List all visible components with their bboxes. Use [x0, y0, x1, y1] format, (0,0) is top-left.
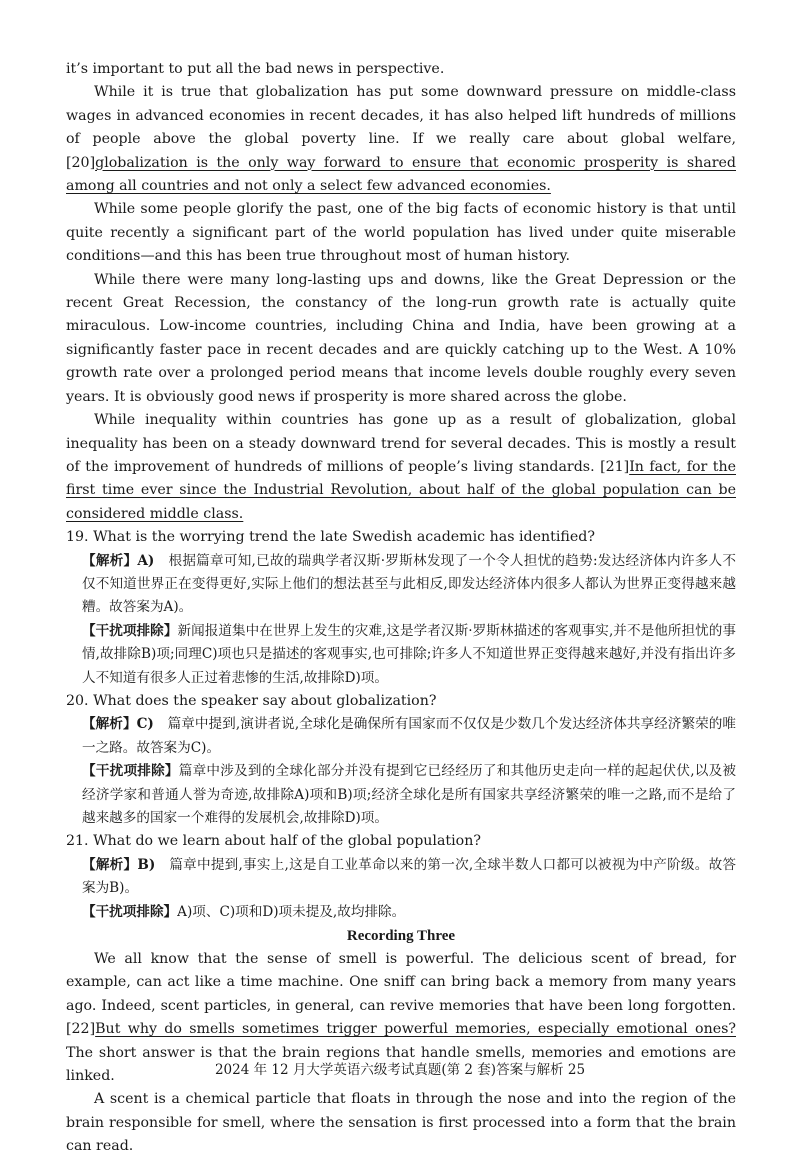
para-intro: it’s important to put all the bad news in perspective. [66, 61, 445, 77]
page-footer: 2024 年 12 月大学英语六级考试真题(第 2 套)答案与解析 25 [214, 1062, 586, 1078]
distractor-21 [66, 901, 736, 924]
analysis-tag: 【解析】A) [82, 552, 155, 569]
analysis-19 [66, 550, 736, 620]
para-text-post: The short answer is that the brain regions that handle smells, memories and emotions are linked. [66, 1044, 736, 1085]
para-history: While some people glorify the past, one of the big facts of economic history is that until quite recently a significant part of the world population has lived under quite miserable conditions—and this has been true throughout most of human history. [66, 201, 736, 265]
distractor-19 [66, 620, 736, 690]
question-block-19 [66, 526, 736, 690]
section-title: Recording Three [346, 928, 456, 945]
question-19: 19. What is the worrying trend the late Swedish academic has identified? [66, 529, 595, 546]
analysis-tag: 【解析】C) [82, 716, 154, 733]
underlined-answer-20: globalization is the only way forward to ensure that economic prosperity is shared among all countries and not only a select few advanced economies. [66, 154, 736, 195]
distractor-text: 新闻报道集中在世界上发生的灾难,这是学者汉斯·罗斯林描述的客观事实,并不是他所担忧的事情,故排除B)项;同理C)项也只是描述的客观事实,也可排除;许多人不知道世界正变得越来越好,并没有指出许多人不知道有很多人正过着悲惨的生活,故排除D)项。 [82, 622, 737, 686]
mark-21: [21] [600, 458, 630, 475]
distractor-text: A)项、C)项和D)项未提及,故均排除。 [177, 903, 406, 920]
mark-20: [20] [66, 154, 96, 171]
distractor-tag: 【干扰项排除】 [82, 622, 178, 639]
underlined-answer-22: But why do smells sometimes trigger powerful memories, especially emotional ones? [95, 1021, 736, 1038]
para-inequality [66, 409, 736, 526]
question-21: 21. What do we learn about half of the global population? [66, 833, 481, 850]
distractor-20 [66, 760, 736, 830]
para-growth: While there were many long-lasting ups and downs, like the Great Depression or the recent Great Recession, the constancy of the long-run growth rate is actually quite miraculous. Low-income countries, including China and India, have been growing at a significantly faster pace in recent decades and are quickly catching up to the West. A 10% growth rate over a prolonged period means that income levels double roughly every seven years. It is obviously good news if prosperity is more shared across the globe. [66, 271, 736, 405]
page-body [66, 58, 736, 1159]
para-text: We all know that the sense of smell is powerful. The delicious scent of bread, for example, can act like a time machine. One sniff can bring back a memory from many years ago. Indeed, scent particles, in general, can revive memories that have been long forgotten. [66, 951, 736, 1014]
analysis-20 [66, 713, 736, 760]
distractor-tag: 【干扰项排除】 [82, 763, 179, 780]
para-text: While inequality within countries has gone up as a result of globalization, global inequality has been on a steady downward trend for several decades. This is mostly a result of the improvement of hundreds of millions of people’s living standards. [66, 412, 736, 475]
para-globalization [66, 81, 736, 198]
analysis-text: 篇章中提到,演讲者说,全球化是确保所有国家而不仅仅是少数几个发达经济体共享经济繁荣的唯一之路。故答案为C)。 [82, 716, 736, 756]
question-block-21 [66, 830, 736, 924]
distractor-text: 篇章中涉及到的全球化部分并没有提到它已经经历了和其他历史走向一样的起起伏伏,以及被经济学家和普通人誉为奇迹,故排除A)项和B)项;经济全球化是所有国家共享经济繁荣的唯一之路,而不是给了越来越多的国家一个难得的发展机会,故排除D)项。 [82, 763, 736, 826]
mark-22: [22] [66, 1021, 96, 1038]
analysis-tag: 【解析】B) [82, 856, 156, 873]
question-20: 20. What does the speaker say about globalization? [66, 692, 437, 709]
analysis-text: 根据篇章可知,已故的瑞典学者汉斯·罗斯林发现了一个令人担忧的趋势:发达经济体内许多人不仅不知道世界正在变得更好,实际上他们的想法甚至与此相反,即发达经济体内很多人都认为世界正变得越来越糟。故答案为A)。 [82, 552, 736, 616]
para-text: While it is true that globalization has put some downward pressure on middle-class wages in advanced economies in recent decades, it has also helped lift hundreds of millions of people above the global poverty line. If we really care about global welfare, [66, 84, 736, 148]
distractor-tag: 【干扰项排除】 [82, 903, 178, 920]
underlined-answer-21: In fact, for the first time ever since the Industrial Revolution, about half of the global population can be considered middle class. [66, 458, 736, 522]
question-block-20 [66, 690, 736, 830]
para-scent: A scent is a chemical particle that floats in through the nose and into the region of the brain responsible for smell, where the sensation is first processed into a form that the brain can read. [66, 1091, 736, 1155]
analysis-21 [66, 854, 736, 901]
analysis-text: 篇章中提到,事实上,这是自工业革命以来的第一次,全球半数人口都可以被视为中产阶级。故答案为B)。 [82, 856, 737, 897]
